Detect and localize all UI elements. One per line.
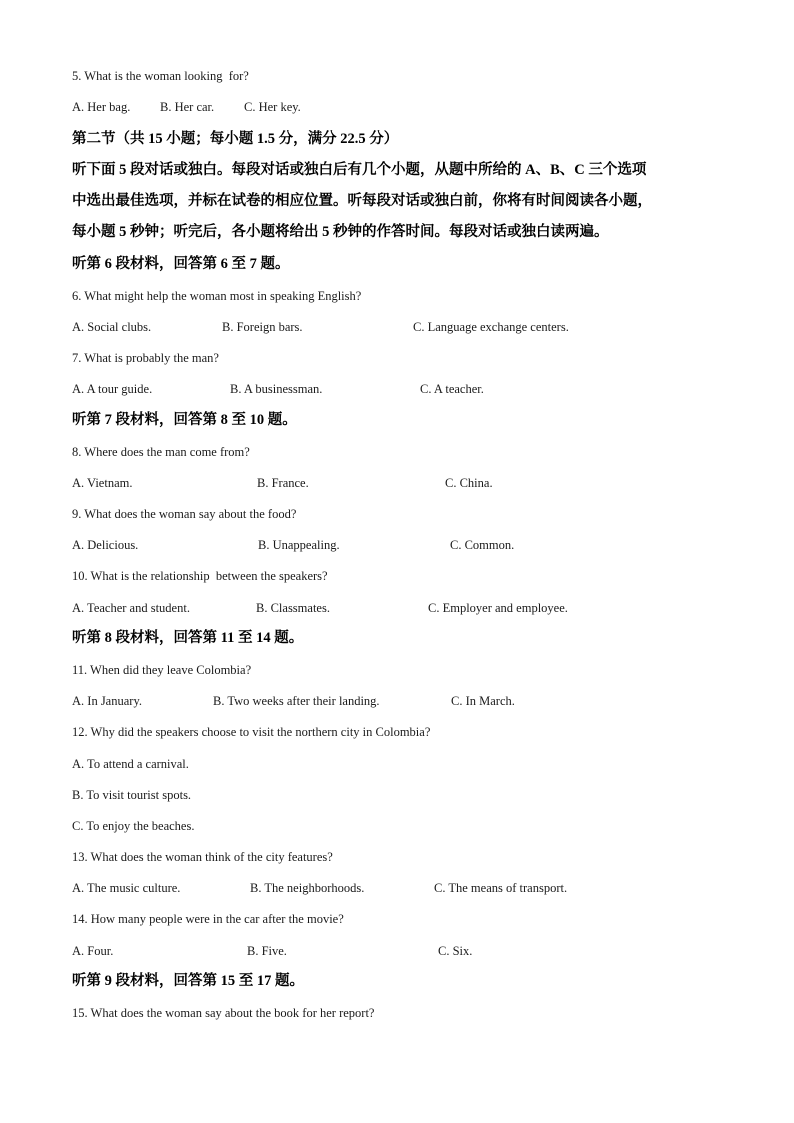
option-a: A. The music culture. — [72, 881, 181, 895]
option-12-c: C. To enjoy the beaches. — [72, 819, 195, 833]
question-8: 8. Where does the man come from? — [72, 445, 250, 459]
question-14: 14. How many people were in the car after the movie? — [72, 912, 344, 926]
options-5 — [72, 99, 712, 115]
option-a: A. Delicious. — [72, 538, 139, 552]
question-13: 13. What does the woman think of the city features? — [72, 850, 333, 864]
option-c: C. Language exchange centers. — [413, 320, 569, 334]
question-7: 7. What is probably the man? — [72, 351, 219, 365]
material-6-heading: 听第 6 段材料，回答第 6 至 7 题。 — [72, 256, 290, 272]
option-a: A. Vietnam. — [72, 476, 133, 490]
option-12-b: B. To visit tourist spots. — [72, 788, 192, 802]
instruction-line-2: 中选出最佳选项，并标在试卷的相应位置。听每段对话或独白前，你将有时间阅读各小题， — [72, 193, 652, 209]
options-13 — [72, 880, 712, 896]
question-11: 11. When did they leave Colombia? — [72, 663, 252, 677]
option-c: C. Common. — [450, 538, 515, 552]
question-9: 9. What does the woman say about the food? — [72, 507, 297, 521]
option-b: B. France. — [257, 476, 309, 490]
options-10 — [72, 600, 712, 616]
question-6: 6. What might help the woman most in speaking English? — [72, 289, 362, 303]
option-c: C. Employer and employee. — [428, 601, 568, 615]
option-a: A. Teacher and student. — [72, 601, 190, 615]
options-8 — [72, 475, 712, 491]
option-12-a: A. To attend a carnival. — [72, 757, 189, 771]
question-15: 15. What does the woman say about the book for her report? — [72, 1006, 375, 1020]
option-c: C. A teacher. — [420, 382, 484, 396]
instruction-line-3: 每小题 5 秒钟；听完后，各小题将给出 5 秒钟的作答时间。每段对话或独白读两遍。 — [72, 224, 609, 240]
option-c: C. Six. — [438, 944, 473, 958]
material-8-heading: 听第 8 段材料，回答第 11 至 14 题。 — [72, 630, 304, 646]
option-a: A. In January. — [72, 694, 143, 708]
material-9-heading: 听第 9 段材料，回答第 15 至 17 题。 — [72, 973, 304, 989]
options-11 — [72, 693, 712, 709]
option-b: B. Foreign bars. — [222, 320, 303, 334]
option-a: A. Social clubs. — [72, 320, 152, 334]
option-b: B. Unappealing. — [258, 538, 340, 552]
question-5: 5. What is the woman looking for? — [72, 69, 249, 83]
option-b: B. A businessman. — [230, 382, 323, 396]
options-6 — [72, 319, 712, 335]
option-c: C. The means of transport. — [434, 881, 568, 895]
option-a: A. A tour guide. — [72, 382, 153, 396]
option-a: A. Her bag. — [72, 100, 131, 114]
options-9 — [72, 537, 712, 553]
options-7 — [72, 381, 712, 397]
option-c: C. Her key. — [244, 100, 301, 114]
section-heading: 第二节（共 15 小题；每小题 1.5 分，满分 22.5 分） — [72, 131, 399, 147]
instruction-line-1: 听下面 5 段对话或独白。每段对话或独白后有几个小题，从题中所给的 A、B、C 三个选项 — [72, 162, 647, 178]
option-b: B. Two weeks after their landing. — [213, 694, 380, 708]
option-c: C. In March. — [451, 694, 515, 708]
options-14 — [72, 943, 712, 959]
material-7-heading: 听第 7 段材料，回答第 8 至 10 题。 — [72, 412, 297, 428]
option-b: B. Classmates. — [256, 601, 330, 615]
option-b: B. The neighborhoods. — [250, 881, 365, 895]
question-10: 10. What is the relationship between the speakers? — [72, 569, 328, 583]
option-b: B. Her car. — [160, 100, 215, 114]
question-12: 12. Why did the speakers choose to visit the northern city in Colombia? — [72, 725, 431, 739]
option-c: C. China. — [445, 476, 493, 490]
option-a: A. Four. — [72, 944, 114, 958]
option-b: B. Five. — [247, 944, 287, 958]
